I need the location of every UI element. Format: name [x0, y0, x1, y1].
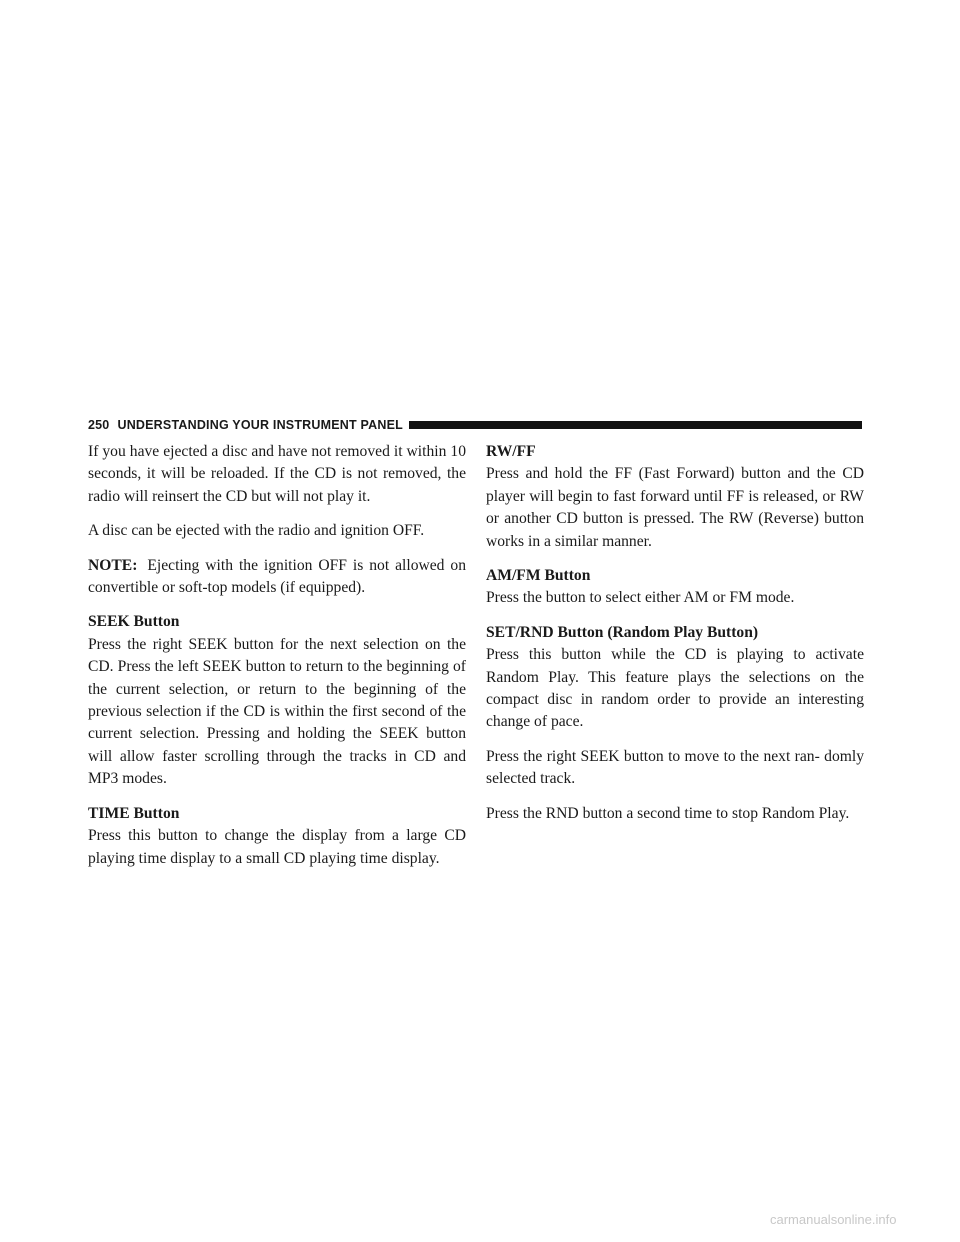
amfm-section — [486, 565, 864, 610]
left-column — [88, 441, 466, 882]
amfm-text: Press the button to select either AM or FM mode. — [486, 589, 795, 607]
rnd-stop-paragraph: Press the RND button a second time to stop Random Play. — [486, 804, 850, 822]
eject-reload-paragraph: If you have ejected a disc and have not removed it within 10 seconds, it will be reloaded. If the CD is not removed, the radio will reinsert the CD but will not play it. — [88, 443, 466, 505]
watermark: carmanualsonline.info — [770, 1212, 897, 1227]
setrnd-heading: SET/RND Button (Random Play Button) — [486, 623, 759, 641]
seek-heading: SEEK Button — [88, 613, 180, 631]
right-column — [486, 441, 864, 837]
eject-ignition-paragraph: A disc can be ejected with the radio and ignition OFF. — [88, 522, 425, 540]
seek-random-paragraph: Press the right SEEK button to move to the next ran- domly selected track. — [486, 747, 864, 788]
time-section — [88, 803, 466, 870]
rwff-heading: RW/FF — [486, 443, 536, 460]
header-rule — [409, 421, 862, 429]
amfm-heading: AM/FM Button — [486, 567, 591, 585]
seek-text: Press the right SEEK button for the next selection on the CD. Press the left SEEK button to return to the beginning of the current selection, or return to the beginning of the previous selection if the CD is within the first second of the current selection. Pressing and holding the SEEK button will allow faster scrolling through the tracks in CD and MP3 modes. — [88, 635, 466, 788]
section-title: UNDERSTANDING YOUR INSTRUMENT PANEL — [117, 418, 403, 432]
seek-section — [88, 611, 466, 790]
note-paragraph — [88, 555, 466, 600]
note-text: Ejecting with the ignition OFF is not allowed on convertible or soft-top models (if equipped). — [88, 556, 466, 597]
rwff-section — [486, 441, 864, 553]
time-heading: TIME Button — [88, 804, 180, 822]
time-text: Press this button to change the display from a large CD playing time display to a small CD playing time display. — [88, 827, 466, 867]
page-number: 250 — [88, 418, 110, 432]
setrnd-section — [486, 622, 864, 734]
page-header — [88, 418, 862, 432]
rwff-text: Press and hold the FF (Fast Forward) button and the CD player will begin to fast forward until FF is released, or RW or another CD button is pressed. The RW (Reverse) button works in a similar manner. — [486, 465, 864, 550]
note-label: NOTE: — [88, 556, 138, 574]
setrnd-text: Press this button while the CD is playing to activate Random Play. This feature plays the selections on the compact disc in random order to provide an interesting change of pace. — [486, 646, 864, 731]
